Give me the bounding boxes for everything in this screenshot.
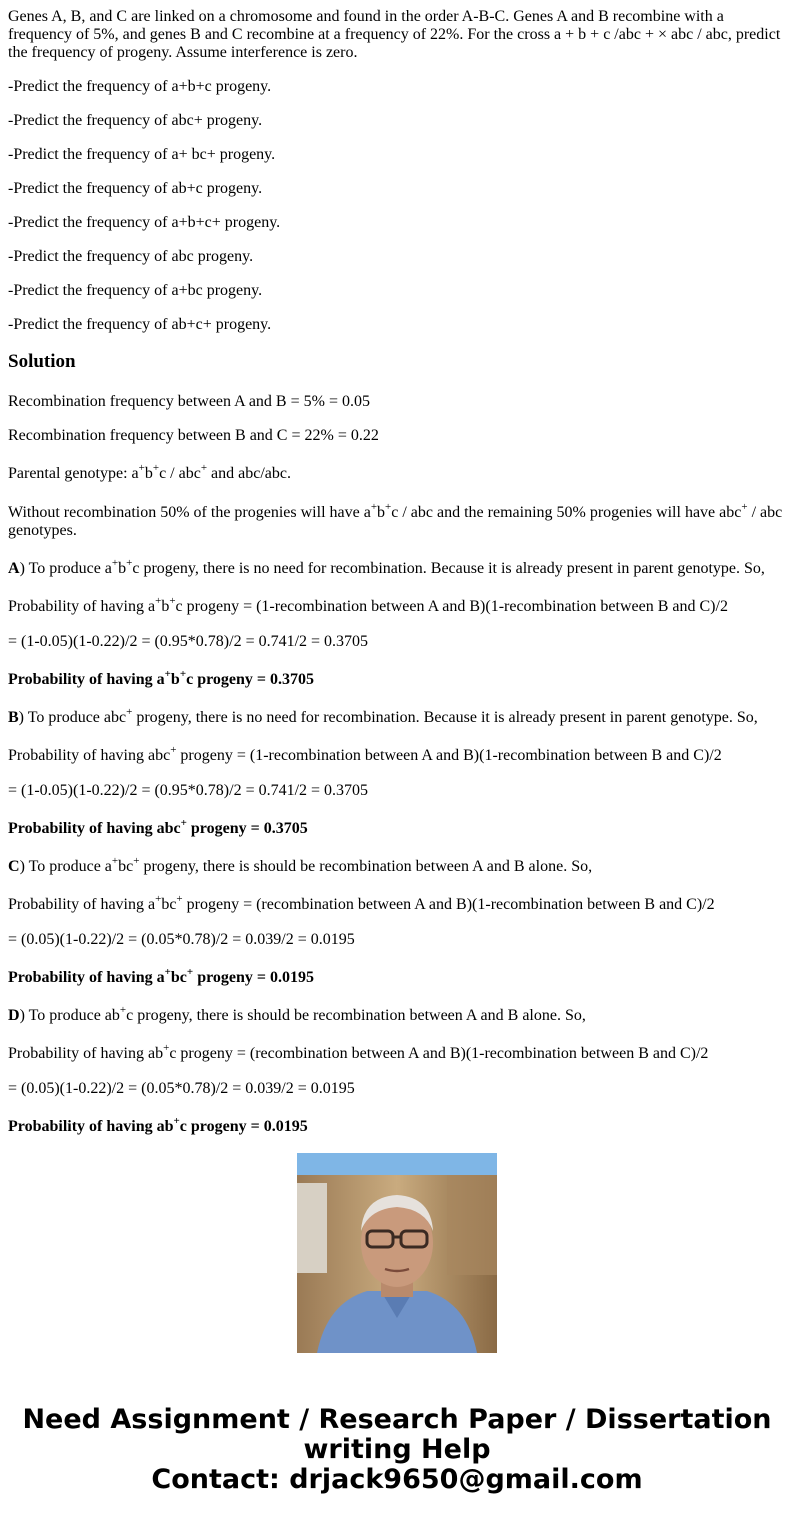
part-b-calculation: = (1-0.05)(1-0.22)/2 = (0.95*0.78)/2 = 0.741/2 = 0.3705 (8, 782, 369, 799)
question-part-7: -Predict the frequency of a+bc progeny. (8, 282, 263, 299)
part-d-calculation: = (0.05)(1-0.22)/2 = (0.05*0.78)/2 = 0.039/2 = 0.0195 (8, 1080, 355, 1097)
rf-bc-line: Recombination frequency between B and C = 22% = 0.22 (8, 427, 379, 444)
solution-heading: Solution (8, 351, 76, 372)
part-c-calculation: = (0.05)(1-0.22)/2 = (0.05*0.78)/2 = 0.039/2 = 0.0195 (8, 931, 355, 948)
promo-text (0, 1405, 794, 1495)
part-d-formula: Probability of having ab+c progeny = (recombination between A and B)(1-recombination between B and C)/2 (8, 1041, 709, 1062)
question-part-6: -Predict the frequency of abc progeny. (8, 248, 254, 265)
promo-contact-line: Contact: drjack9650@gmail.com (151, 1464, 643, 1495)
part-b-result: Probability of having abc+ progeny = 0.3705 (8, 816, 308, 837)
part-b-intro: B) To produce abc+ progeny, there is no need for recombination. Because it is already present in parent genotype. So, (8, 705, 758, 726)
question-part-2: -Predict the frequency of abc+ progeny. (8, 112, 263, 129)
question-part-3: -Predict the frequency of a+ bc+ progeny. (8, 146, 276, 163)
question-part-5: -Predict the frequency of a+b+c+ progeny. (8, 214, 281, 231)
question-part-4: -Predict the frequency of ab+c progeny. (8, 180, 263, 197)
part-a-result: Probability of having a+b+c progeny = 0.3705 (8, 667, 315, 688)
part-a-formula: Probability of having a+b+c progeny = (1-recombination between A and B)(1-recombination between B and C)/2 (8, 594, 728, 615)
rf-ab-line: Recombination frequency between A and B = 5% = 0.05 (8, 393, 370, 410)
part-a-calculation: = (1-0.05)(1-0.22)/2 = (0.95*0.78)/2 = 0.741/2 = 0.3705 (8, 633, 369, 650)
part-c-result: Probability of having a+bc+ progeny = 0.0195 (8, 965, 315, 986)
promo-line-1: Need Assignment / Research Paper / Dissertation (22, 1404, 772, 1435)
question-part-8: -Predict the frequency of ab+c+ progeny. (8, 316, 272, 333)
parental-genotype-line: Parental genotype: a+b+c / abc+ and abc/abc. (8, 461, 291, 482)
part-a-intro: A) To produce a+b+c progeny, there is no need for recombination. Because it is already present in parent genotype. So, (8, 556, 765, 577)
question-intro: Genes A, B, and C are linked on a chromosome and found in the order A-B-C. Genes A and B recombine with a frequency of 5%, and genes B and C recombine at a frequency of 22%. For the cross a + b + c /abc + × abc / abc, predict the frequency of progeny. Assume interference is zero. (8, 8, 781, 61)
without-recombination-text: Without recombination 50% of the progenies will have a+b+c / abc and the remaining 50% progenies will have abc+ / abc genotypes. (8, 500, 783, 539)
part-b-formula: Probability of having abc+ progeny = (1-recombination between A and B)(1-recombination between B and C)/2 (8, 743, 722, 764)
author-photo (297, 1153, 497, 1353)
part-d-intro: D) To produce ab+c progeny, there is should be recombination between A and B alone. So, (8, 1003, 586, 1024)
part-c-formula: Probability of having a+bc+ progeny = (recombination between A and B)(1-recombination between B and C)/2 (8, 892, 715, 913)
promo-line-2: writing Help (303, 1434, 491, 1465)
part-d-result-partial: Probability of having ab+c progeny = 0.0195 (8, 1114, 308, 1135)
part-c-intro: C) To produce a+bc+ progeny, there is should be recombination between A and B alone. So, (8, 854, 593, 875)
question-part-1: -Predict the frequency of a+b+c progeny. (8, 78, 272, 95)
promo-section (0, 1123, 794, 1523)
solution-document (8, 0, 786, 1135)
